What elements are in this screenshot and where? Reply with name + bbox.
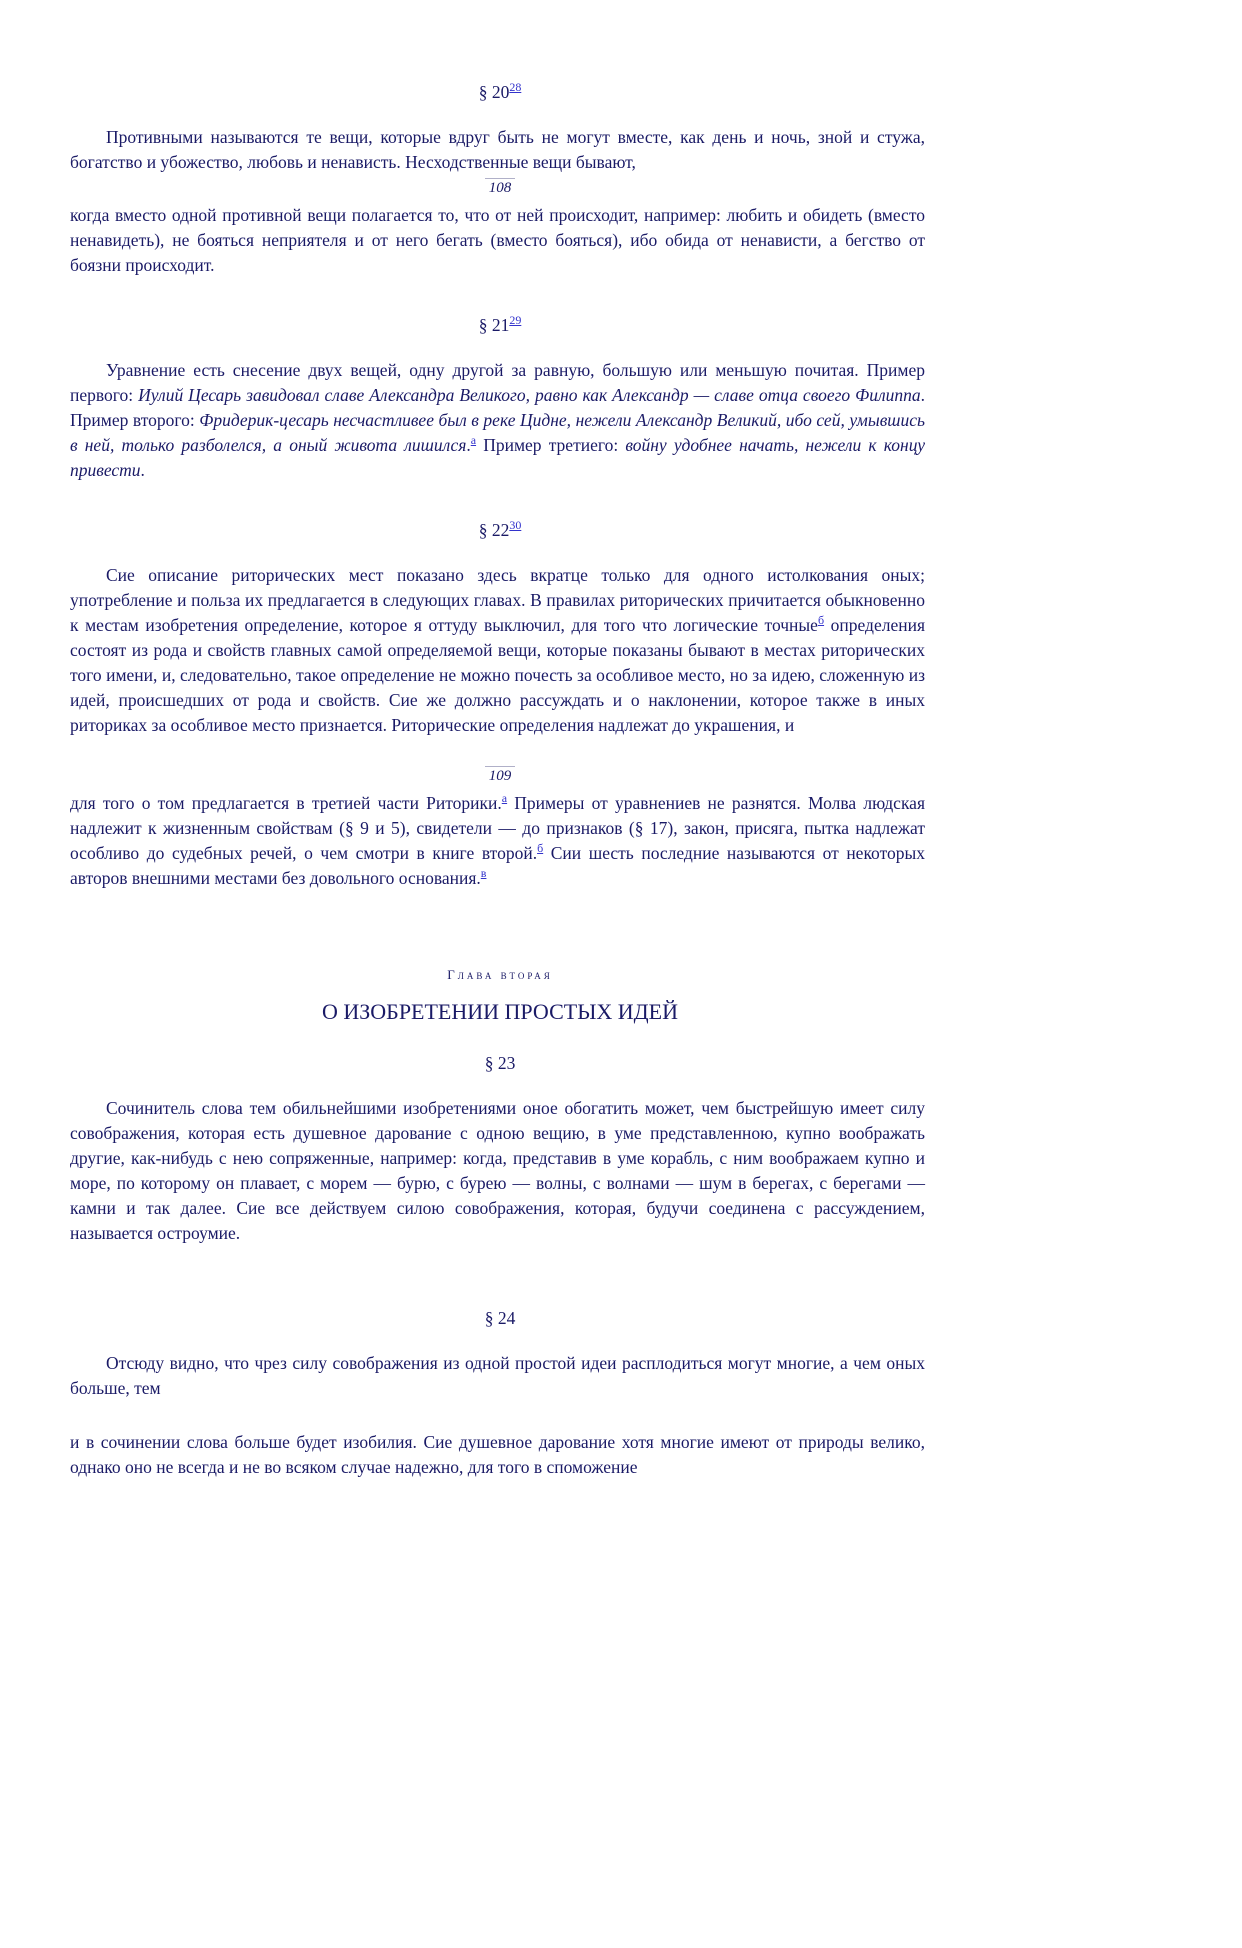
text-run: определения состоят из рода и свойств главных самой определяемой вещи, которые показаны бывают в местах риторических того имени, и, следовательно, такое определение не можно почесть за особливое место, но за идею, сложенную из идей, происшедших от рода и свойств. Сие же должно рассуждать и о наклонении, которое также в иных риториках за особливое место признается. Риторические определения надлежат до украшения, и (70, 615, 925, 735)
chapter-label: Глава вторая (447, 967, 553, 982)
section-sign: § 22 (478, 520, 510, 540)
paragraph-text: когда вместо одной противной вещи полагается то, что от ней происходит, например: любить и обидеть (вместо ненавидеть), не бояться неприятеля и от него бегать (вместо бояться), ибо обида от ненависти, а бегство от боязни происходит. (70, 205, 925, 275)
text-run: Сии шесть последние называются от некоторых авторов внешними местами без довольного основания. (70, 843, 926, 888)
example-italic: Фридерик-цесарь несчастливее был в реке Цидне, нежели Александр Великий, ибо сей, умывшись в ней, только разболелся, а оный живота лишился (70, 410, 925, 455)
page-number: 109 (485, 766, 516, 785)
paragraph-24-part1 (70, 1351, 925, 1401)
paragraph-text: и в сочинении слова больше будет изобилия. Сие душевное дарование хотя многие имеют от природы велико, однако оно не всегда и не во всяком случае надежно, для того в споможение (70, 1432, 925, 1477)
footnote-ref-a[interactable]: а (501, 791, 508, 806)
text-run: . (466, 435, 471, 455)
footnote-ref-a[interactable]: а (470, 433, 477, 448)
section-heading-21 (0, 313, 1000, 338)
chapter-title: О ИЗОБРЕТЕНИИ ПРОСТЫХ ИДЕЙ (322, 999, 678, 1024)
paragraph-22-part1 (70, 563, 925, 738)
section-sign: § 20 (478, 82, 510, 102)
example-italic: Иулий Цесарь завидовал славе Александра Великого, равно как Александр — славе отца своего Филиппа (138, 385, 921, 405)
footnote-ref-b[interactable]: б (537, 841, 544, 856)
text-run: Примеры от уравнениев не разнятся. Молва людская надлежит к жизненным свойствам (§ 9 и 5), свидетели — до признаков (§ 17), закон, присяга, пытка надлежат особливо до судебных речей, о чем смотри в книге второй. (70, 793, 925, 863)
note-ref-28[interactable]: 28 (509, 80, 522, 95)
text-run: . Пример второго: (70, 385, 925, 430)
paragraph-22-part2 (70, 791, 925, 891)
paragraph-21 (70, 358, 925, 483)
paragraph-23 (70, 1096, 925, 1246)
section-heading-24: § 24 (484, 1308, 516, 1328)
text-run: Уравнение есть снесение двух вещей, одну другой за равную, большую или меньшую почитая. Пример первого: (70, 360, 925, 405)
paragraph-24-part2 (70, 1430, 925, 1480)
paragraph-text: Сочинитель слова тем обильнейшими изобретениями оное обогатить может, чем быстрейшую имеет силу совображения, которая есть душевное дарование с одною вещию, в уме представленною, купно воображать другие, как-нибудь с нею сопряженные, например: когда, представив в уме корабль, с ним воображаем купно и море, по которому он плавает, с морем — бурю, с бурею — волны, с волнами — шум в берегах, с берегами — камни и так далее. Сие все действуем силою совображения, которая, будучи соединена с рассуждением, называется остроумие. (70, 1098, 925, 1243)
note-ref-30[interactable]: 30 (509, 518, 522, 533)
page-number: 108 (485, 178, 516, 197)
section-heading-22 (0, 518, 1000, 543)
paragraph-text: Противными называются те вещи, которые вдруг быть не могут вместе, как день и ночь, зной и стужа, богатство и убожество, любовь и ненависть. Несходственные вещи бывают, (70, 127, 925, 172)
section-heading-23: § 23 (484, 1053, 516, 1073)
footnote-ref-v[interactable]: в (480, 866, 487, 881)
paragraph-20-part2 (70, 203, 925, 278)
example-italic: войну удобнее начать, нежели к концу привести (70, 435, 925, 480)
page-number-109 (0, 766, 1000, 785)
paragraph-20-part1 (70, 125, 925, 175)
section-heading-20 (0, 80, 1000, 105)
footnote-ref-b[interactable]: б (817, 613, 825, 628)
text-run: . (140, 460, 145, 480)
section-sign: § 21 (478, 315, 510, 335)
paragraph-text: Отсюду видно, что чрез силу совображения из одной простой идеи расплодиться могут многие, а чем оных больше, тем (70, 1353, 925, 1398)
text-run: Сие описание риторических мест показано здесь вкратце только для одного истолкования оных; употребление и польза их предлагается в следующих главах. В правилах риторических причитается обыкновенно к местам изобретения определение, которое я оттуду выключил, для того что логические точные (70, 565, 925, 635)
note-ref-29[interactable]: 29 (509, 313, 522, 328)
text-run: Пример третиего: (476, 435, 626, 455)
page-number-108 (0, 178, 1000, 197)
text-run: для того о том предлагается в третией части Риторики. (70, 793, 502, 813)
